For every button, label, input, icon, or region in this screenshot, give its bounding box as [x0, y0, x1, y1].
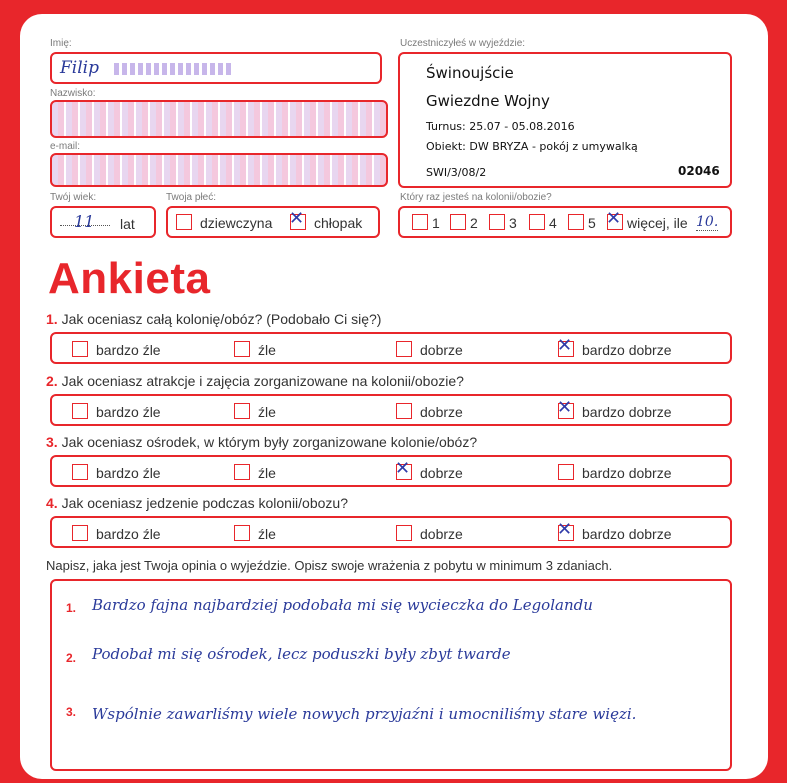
q1-checkbox-very-good[interactable]	[557, 335, 574, 357]
times-checkbox-5[interactable]	[568, 214, 584, 230]
answer-number: 3.	[66, 705, 77, 719]
answer-line-2: Podobał mi się ośrodek, lecz poduszki były zbyt twarde	[92, 645, 511, 663]
times-checkbox-2[interactable]	[450, 214, 466, 230]
survey-sheet	[20, 14, 768, 779]
email-field-redacted[interactable]	[50, 153, 388, 187]
answer-line-3: Wspólnie zawarliśmy wiele nowych przyjaźni i umocniliśmy stare więzi.	[92, 705, 637, 723]
check-mark-icon: ✕	[557, 519, 573, 540]
survey-title: Ankieta	[48, 254, 211, 303]
gender-checkbox-boy[interactable]	[289, 208, 306, 230]
email-label: e-mail:	[50, 141, 81, 152]
trip-obiekt: Obiekt: DW BRYZA - pokój z umywalką	[426, 140, 638, 153]
q1-option-good: dobrze	[420, 342, 463, 358]
q3-checkbox-very-good[interactable]	[558, 464, 574, 480]
answer-row-1	[50, 332, 732, 364]
age-value: 11	[74, 212, 95, 231]
q2-option-very-good: bardzo dobrze	[582, 404, 672, 420]
q4-option-bad: źle	[258, 526, 276, 542]
q3-option-good: dobrze	[420, 465, 463, 481]
q4-option-very-bad: bardzo źle	[96, 526, 161, 542]
times-option-more: więcej, ile	[627, 215, 688, 231]
answer-number: 2.	[66, 651, 77, 665]
times-option-4: 4	[549, 215, 557, 231]
first-name-label: Imię:	[50, 38, 72, 49]
question-4	[46, 495, 348, 511]
times-option-3: 3	[509, 215, 517, 231]
age-field[interactable]	[50, 206, 156, 238]
check-mark-icon: ✕	[289, 208, 305, 229]
times-option-5: 5	[588, 215, 596, 231]
q3-option-bad: źle	[258, 465, 276, 481]
q4-checkbox-very-good[interactable]	[557, 519, 574, 541]
redacted-surname-scribble	[114, 63, 234, 75]
trip-name: Gwiezdne Wojny	[426, 92, 550, 110]
q3-checkbox-good[interactable]	[395, 458, 412, 480]
times-checkbox-more[interactable]	[606, 208, 623, 230]
check-mark-icon: ✕	[395, 458, 411, 479]
q1-checkbox-bad[interactable]	[234, 341, 250, 357]
q2-option-very-bad: bardzo źle	[96, 404, 161, 420]
answer-line-1: Bardzo fajna najbardziej podobała mi się wycieczka do Legolandu	[92, 596, 593, 614]
question-number: 2.	[46, 373, 58, 389]
q3-checkbox-bad[interactable]	[234, 464, 250, 480]
q2-checkbox-very-good[interactable]	[557, 397, 574, 419]
times-checkbox-1[interactable]	[412, 214, 428, 230]
q4-option-good: dobrze	[420, 526, 463, 542]
q4-checkbox-bad[interactable]	[234, 525, 250, 541]
answer-row-4	[50, 516, 732, 548]
q2-checkbox-good[interactable]	[396, 403, 412, 419]
question-text: Jak oceniasz atrakcje i zajęcia zorganizowane na kolonii/obozie?	[61, 373, 464, 389]
q1-checkbox-very-bad[interactable]	[72, 341, 88, 357]
q1-option-very-bad: bardzo źle	[96, 342, 161, 358]
trip-place: Świnoujście	[426, 64, 514, 82]
gender-checkbox-girl[interactable]	[176, 214, 192, 230]
question-number: 3.	[46, 434, 58, 450]
question-2	[46, 373, 464, 389]
q3-option-very-good: bardzo dobrze	[582, 465, 672, 481]
q2-option-bad: źle	[258, 404, 276, 420]
check-mark-icon: ✕	[557, 335, 573, 356]
first-name-field[interactable]	[50, 52, 382, 84]
q3-option-very-bad: bardzo źle	[96, 465, 161, 481]
trip-turnus: Turnus: 25.07 - 05.08.2016	[426, 120, 575, 133]
q1-checkbox-good[interactable]	[396, 341, 412, 357]
q3-checkbox-very-bad[interactable]	[72, 464, 88, 480]
question-3	[46, 434, 477, 450]
times-checkbox-3[interactable]	[489, 214, 505, 230]
q4-option-very-good: bardzo dobrze	[582, 526, 672, 542]
question-1	[46, 311, 381, 327]
q2-checkbox-very-bad[interactable]	[72, 403, 88, 419]
question-text: Jak oceniasz całą kolonię/obóz? (Podobało Ci się?)	[61, 311, 382, 327]
opinion-textarea[interactable]	[50, 579, 732, 771]
q1-option-bad: źle	[258, 342, 276, 358]
times-option-2: 2	[470, 215, 478, 231]
gender-option-boy: chłopak	[314, 215, 363, 231]
age-label: Twój wiek:	[50, 192, 97, 203]
opinion-prompt: Napisz, jaka jest Twoja opinia o wyjeździe. Opisz swoje wrażenia z pobytu w minimum 3 zdaniach.	[46, 558, 613, 573]
trip-info-box	[398, 52, 732, 188]
times-label: Który raz jesteś na kolonii/obozie?	[400, 192, 552, 203]
question-text: Jak oceniasz ośrodek, w którym były zorganizowane kolonie/obóz?	[61, 434, 478, 450]
trip-number: 02046	[678, 164, 720, 178]
q1-option-very-good: bardzo dobrze	[582, 342, 672, 358]
times-more-value: 10.	[696, 214, 719, 230]
q2-checkbox-bad[interactable]	[234, 403, 250, 419]
question-text: Jak oceniasz jedzenie podczas kolonii/obozu?	[61, 495, 348, 511]
answer-row-2	[50, 394, 732, 426]
q4-checkbox-very-bad[interactable]	[72, 525, 88, 541]
question-number: 1.	[46, 311, 58, 327]
check-mark-icon: ✕	[606, 208, 622, 229]
gender-label: Twoja płeć:	[166, 192, 217, 203]
gender-option-girl: dziewczyna	[200, 215, 273, 231]
check-mark-icon: ✕	[557, 397, 573, 418]
q4-checkbox-good[interactable]	[396, 525, 412, 541]
answer-number: 1.	[66, 601, 77, 615]
times-checkbox-4[interactable]	[529, 214, 545, 230]
answer-row-3	[50, 455, 732, 487]
q2-option-good: dobrze	[420, 404, 463, 420]
times-field	[398, 206, 732, 238]
gender-field	[166, 206, 380, 238]
trip-label: Uczestniczyłeś w wyjeździe:	[400, 38, 526, 49]
age-unit: lat	[120, 216, 135, 232]
times-option-1: 1	[432, 215, 440, 231]
surname-label: Nazwisko:	[50, 88, 96, 99]
question-number: 4.	[46, 495, 58, 511]
trip-code: SWI/3/08/2	[426, 166, 487, 179]
surname-field-redacted[interactable]	[50, 100, 388, 138]
first-name-value: Filip	[60, 58, 99, 78]
